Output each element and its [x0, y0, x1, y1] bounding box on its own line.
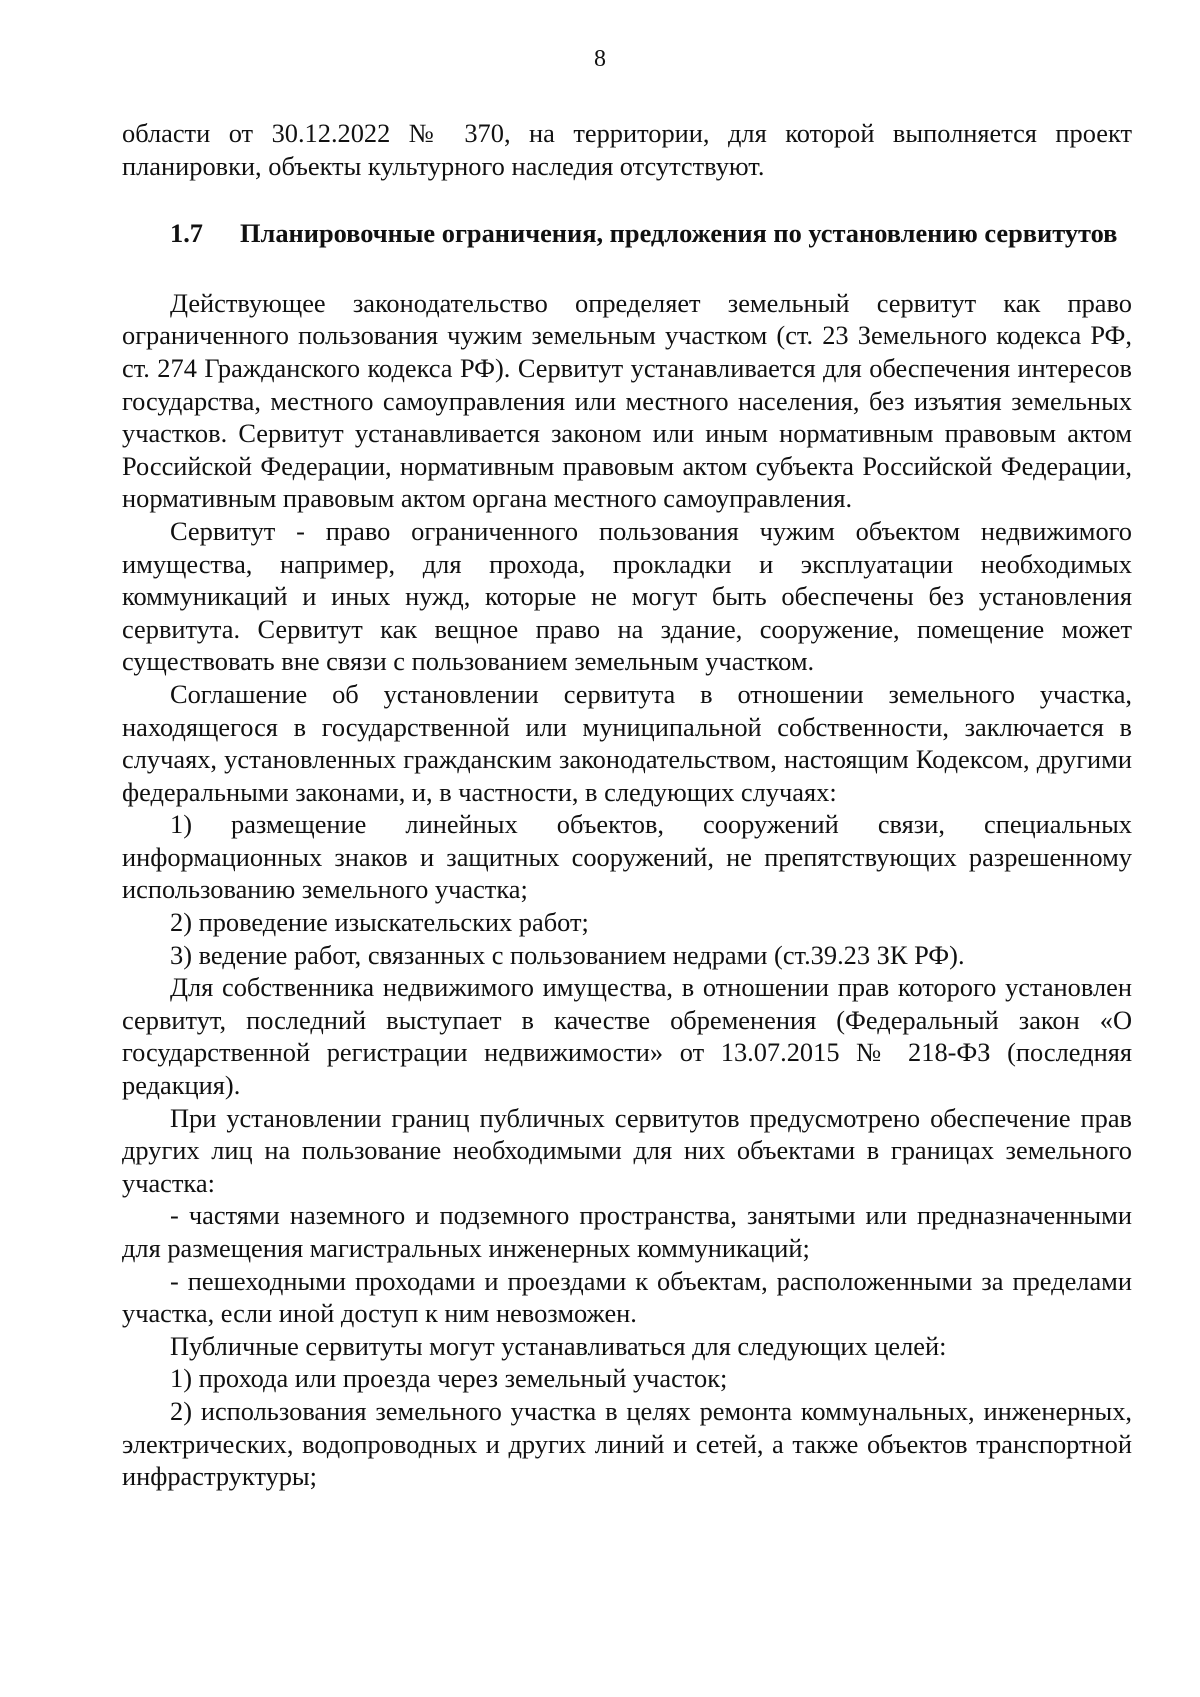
paragraph-servitude-definition: Действующее законодательство определяет земельный сервитут как право ограниченного пользования чужим земельным участком (ст. 23 Земельного кодекса РФ, ст. 274 Гражданского кодекса РФ). Сервитут устанавливается для обеспечения интересов государства, местного самоуправления или местного населения, без изъятия земельных участков. Сервитут устанавливается законом или иным нормативным правовым актом Российской Федерации, нормативным правовым актом субъекта Российской Федерации, нормативным правовым актом органа местного самоуправления. [122, 287, 1132, 514]
paragraph-public-servitude-borders: При установлении границ публичных сервитутов предусмотрено обеспечение прав других лиц на пользование необходимыми для них объектами в границах земельного участка: [122, 1102, 1132, 1198]
list-item: 1) прохода или проезда через земельный участок; [170, 1363, 728, 1394]
page-number: 8 [594, 46, 606, 72]
section-number: 1.7 [170, 218, 203, 249]
intro-paragraph: области от 30.12.2022 № 370, на территории, для которой выполняется проект планировки, объекты культурного наследия отсутствуют. [122, 118, 1132, 181]
paragraph-servitude-right: Сервитут - право ограниченного пользования чужим объектом недвижимого имущества, например, для прохода, прокладки и эксплуатации необходимых коммуникаций и иных нужд, которые не могут быть обеспечены без установления сервитута. Сервитут как вещное право на здание, сооружение, помещение может существовать вне связи с пользованием земельным участком. [122, 515, 1132, 677]
section-title: Планировочные ограничения, предложения по установлению сервитутов [240, 218, 1118, 249]
list-item: 1) размещение линейных объектов, сооружений связи, специальных информационных знаков и защитных сооружений, не препятствующих разрешенному использованию земельного участка; [122, 809, 1132, 905]
list-item: - пешеходными проходами и проездами к объектам, расположенными за пределами участка, если иной доступ к ним невозможен. [122, 1265, 1132, 1329]
list-item: 2) проведение изыскательских работ; [170, 907, 589, 938]
paragraph-public-servitude-goals: Публичные сервитуты могут устанавливаться для следующих целей: [170, 1330, 947, 1361]
list-item: 2) использования земельного участка в целях ремонта коммунальных, инженерных, электрических, водопроводных и других линий и сетей, а также объектов транспортной инфраструктуры; [122, 1395, 1132, 1492]
list-item: - частями наземного и подземного пространства, занятыми или предназначенными для размещения магистральных инженерных коммуникаций; [122, 1200, 1132, 1263]
paragraph-servitude-agreement: Соглашение об установлении сервитута в отношении земельного участка, находящегося в государственной или муниципальной собственности, заключается в случаях, установленных гражданским законодательством, настоящим Кодексом, другими федеральными законами, и, в частности, в следующих случаях: [122, 678, 1132, 807]
section-heading [122, 217, 1132, 250]
paragraph-encumbrance: Для собственника недвижимого имущества, в отношении прав которого установлен сервитут, последний выступает в качестве обременения (Федеральный закон «О государственной регистрации недвижимости» от 13.07.2015 № 218-ФЗ (последняя редакция). [122, 972, 1132, 1101]
document-body [122, 117, 1132, 1493]
list-item: 3) ведение работ, связанных с пользованием недрами (ст.39.23 ЗК РФ). [170, 939, 965, 970]
